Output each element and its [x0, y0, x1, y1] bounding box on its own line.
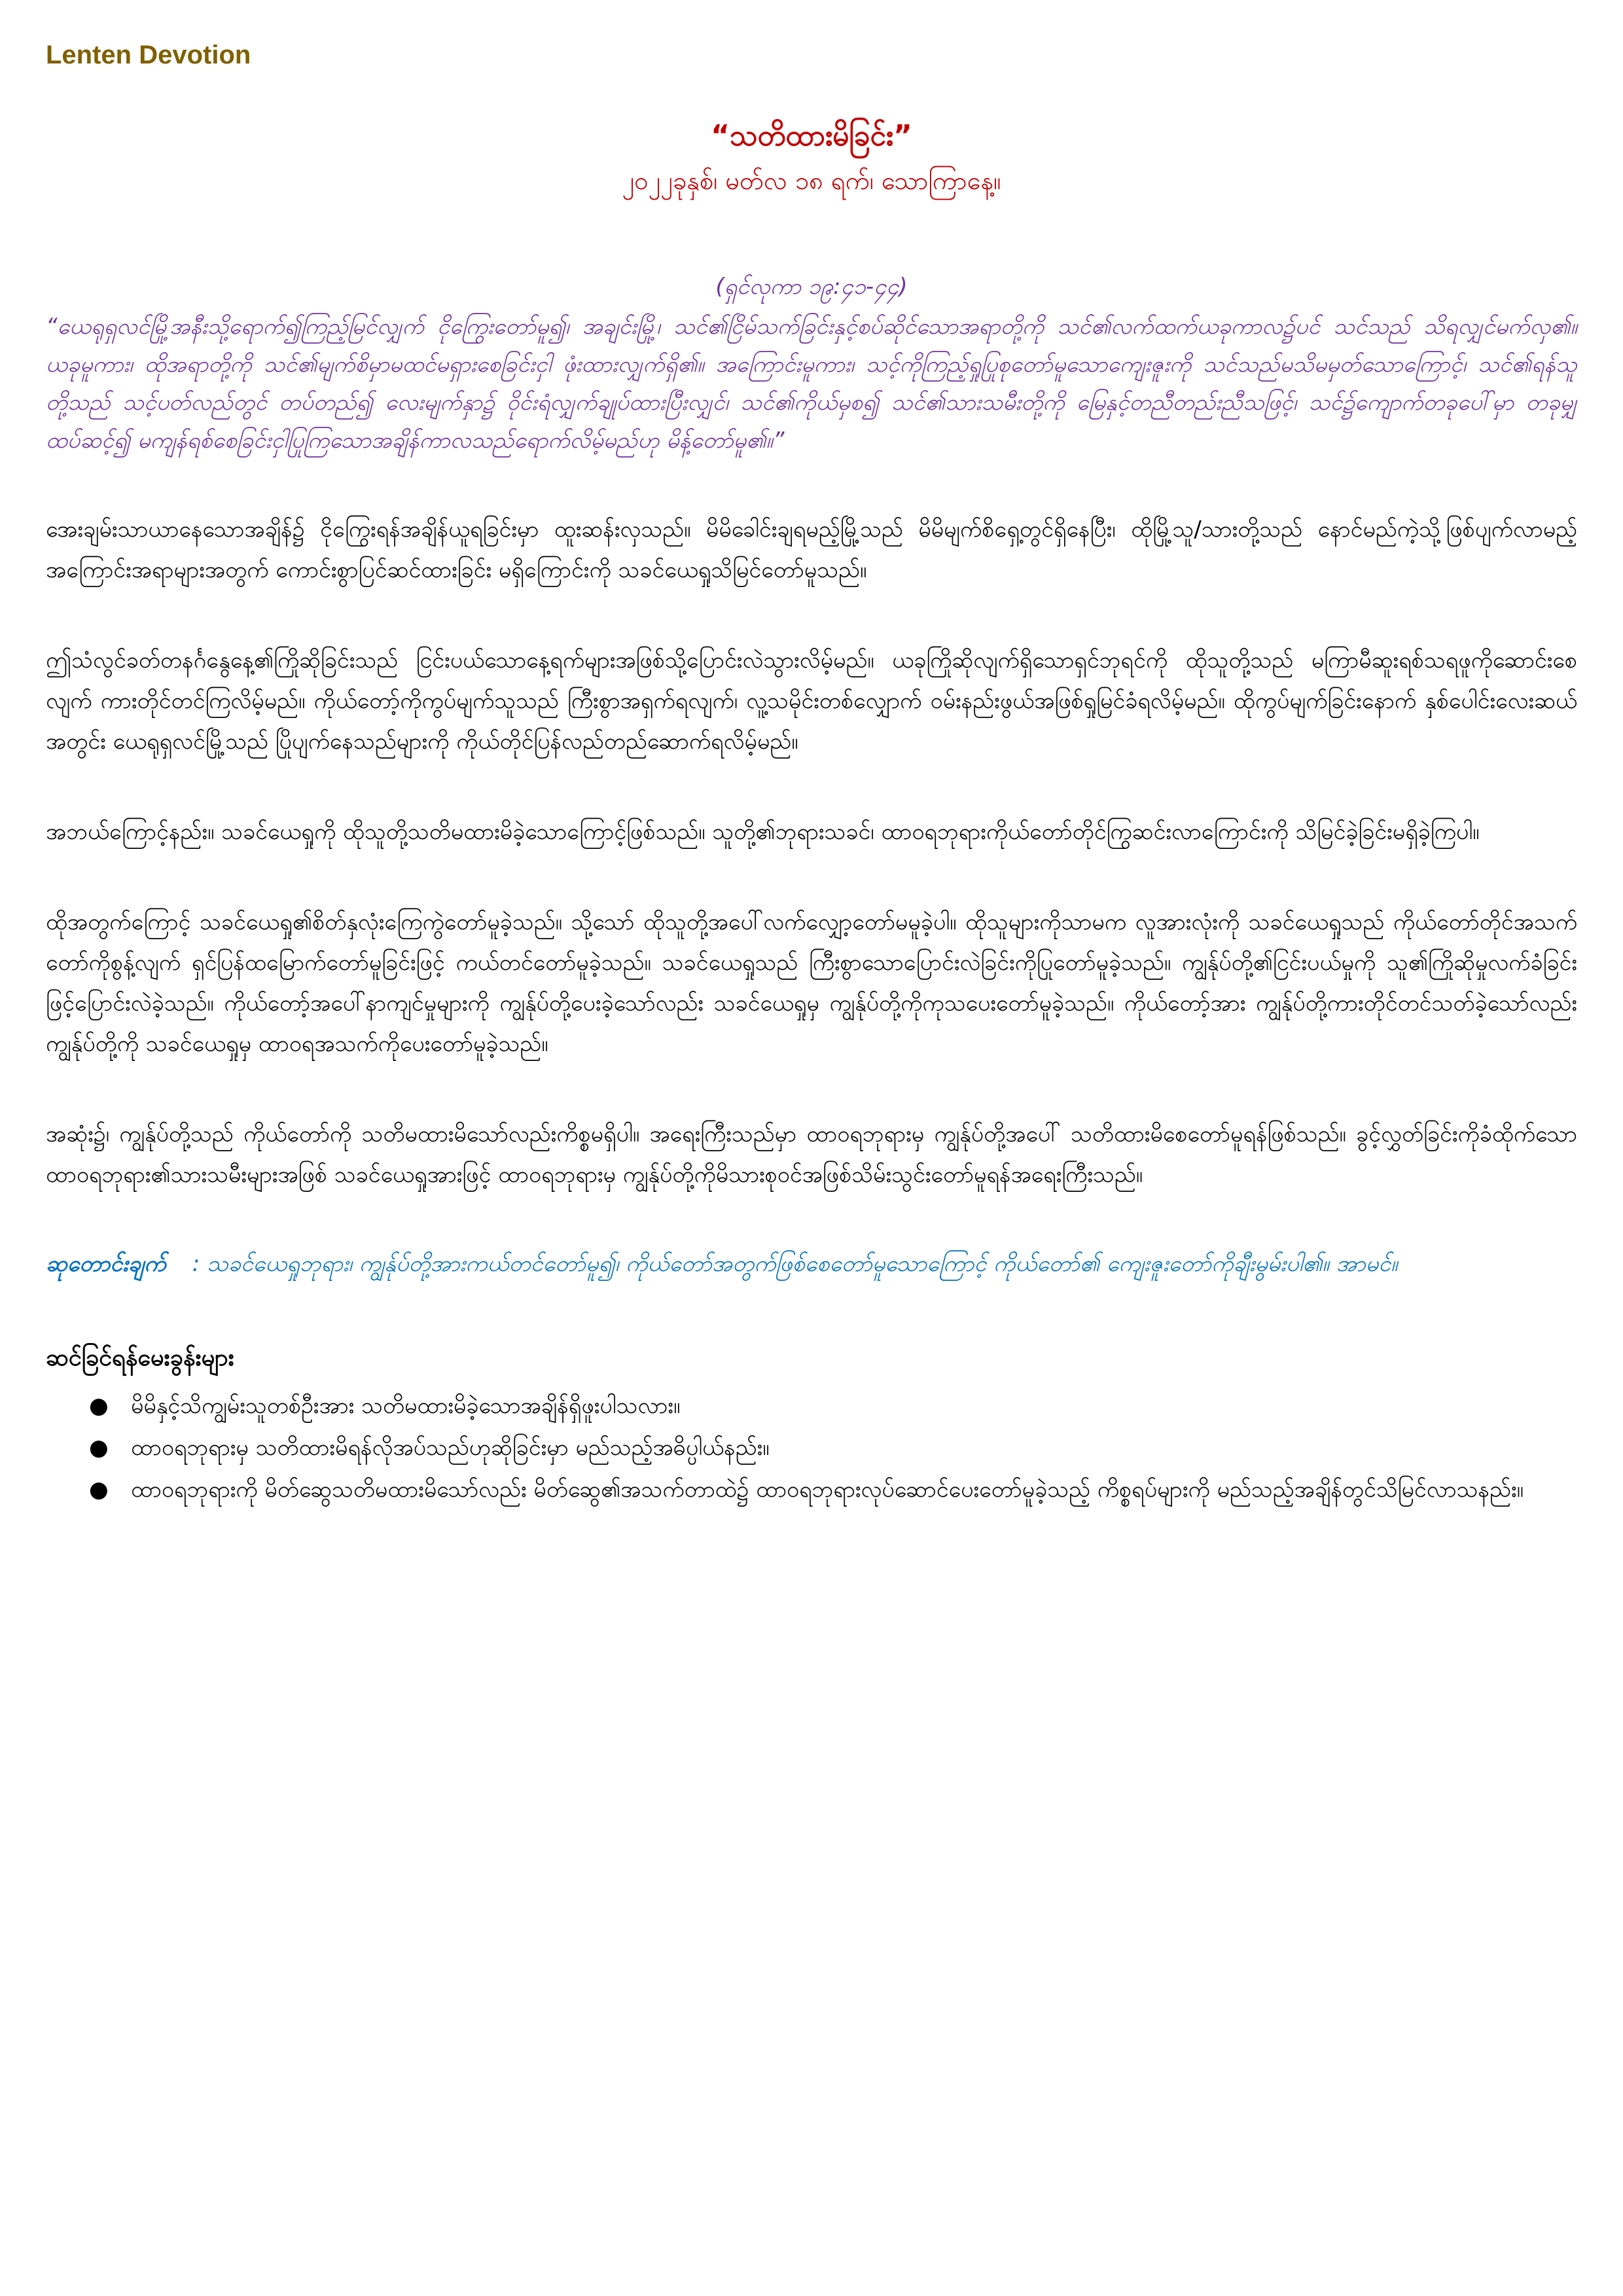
prayer-text: : သခင်ယေရှုဘုရား၊ ကျွန်ုပ်တို့အားကယ်တင်တော်မူ၍၊ ကိုယ်တော်အတွက်ဖြစ်စေတော်မူသောကြောင့် ကိုယ်တော်၏ ကျေးဇူးတော်ကိုချီးမွမ်းပါ၏။ အာမင်။	[192, 1251, 1398, 1277]
header-tag: Lenten Devotion	[46, 41, 251, 69]
list-item	[89, 1428, 1577, 1467]
prayer-label: ဆုတောင်းချက်	[46, 1251, 166, 1277]
bullet-icon: ●	[89, 1393, 109, 1419]
questions-heading: ဆင်ခြင်ရန်မေးခွန်းများ	[46, 1344, 234, 1371]
page-title: “သတိထားမိခြင်း”	[711, 119, 912, 152]
body-paragraph-3: အဘယ်ကြောင့်နည်း။ သခင်ယေရှုကို ထိုသူတို့သတိမထားမိခဲ့သောကြောင့်ဖြစ်သည်။ သူတို့၏ဘုရားသခင်၊ ထာဝရဘုရားကိုယ်တော်တိုင်ကြွဆင်းလာကြောင်းကို သိမြင်ခဲ့ခြင်းမရှိခဲ့ကြပါ။	[46, 819, 1480, 845]
bullet-icon: ●	[89, 1435, 109, 1461]
scripture-text: “ယေရုရှလင်မြို့အနီးသို့ရောက်၍ကြည့်မြင်လျှက် ငိုကြွေးတော်မူ၍၊ အချင်းမြို့၊ သင်၏ငြိမ်သက်ခြင်းနှင့်စပ်ဆိုင်သောအရာတို့ကို သင်၏လက်ထက်ယခုကာလ၌ပင် သင်သည် သိရလျှင်မက်လှ၏။ ယခုမူကား၊ ထိုအရာတို့ကို သင်၏မျက်စိမှာမထင်မရှားစေခြင်းငှါ ဖုံးထားလျှက်ရှိ၏။ အကြောင်းမူကား၊ သင့်ကိုကြည့်ရှုပြုစုတော်မူသောကျေးဇူးကို သင်သည်မသိမမှတ်သောကြောင့်၊ သင်၏ရန်သူတို့သည် သင့်ပတ်လည်တွင် တပ်တည်၍ လေးမျက်နှာ၌ ဝိုင်းရံလျှက်ချုပ်ထားပြီးလျှင်၊ သင်၏ကိုယ်မှစ၍ သင်၏သားသမီးတို့ကို မြေနှင့်တညီတည်းညီသဖြင့်၊ သင်၌ကျောက်တခုပေါ်မှာ တခုမျှထပ်ဆင့်၍ မကျန်ရစ်စေခြင်းငှါပြုကြသောအချိန်ကာလသည်ရောက်လိမ့်မည်ဟု မိန့်တော်မူ၏။”	[46, 314, 1577, 454]
date-line: ၂၀၂၂ခုနှစ်၊ မတ်လ ၁၈ ရက်၊ သောကြာနေ့။	[622, 166, 1001, 195]
bullet-icon: ●	[89, 1477, 109, 1503]
list-item	[89, 1470, 1577, 1509]
scripture-reference: (ရှင်လုကာ ၁၉:၄၁-၄၄)	[715, 274, 908, 300]
question-text: ထာဝရဘုရားမှ သတိထားမိရန်လိုအပ်သည်ဟုဆိုခြင်းမှာ မည်သည့်အဓိပ္ပါယ်နည်း။	[131, 1435, 770, 1461]
question-text: ထာဝရဘုရားကို မိတ်ဆွေသတိမထားမိသော်လည်း မိတ်ဆွေ၏အသက်တာထဲ၌ ထာဝရဘုရားလုပ်ဆောင်ပေးတော်မူခဲ့သည့် ကိစ္စရပ်များကို မည်သည့်အချိန်တွင်သိမြင်လာသနည်း။	[131, 1477, 1524, 1503]
prayer-block	[46, 1245, 1577, 1283]
questions-list	[46, 1386, 1577, 1509]
list-item	[89, 1386, 1577, 1426]
question-text: မိမိနှင့်သိကျွမ်းသူတစ်ဦးအား သတိမထားမိခဲ့သောအချိန်ရှိဖူးပါသလား။	[131, 1393, 681, 1419]
body-paragraph-1: အေးချမ်းသာယာနေသောအချိန်၌ ငိုကြွေးရန်အချိန်ယူရခြင်းမှာ ထူးဆန်းလှသည်။ မိမိခေါင်းချရမည့်မြို့သည် မိမိမျက်စိရှေ့တွင်ရှိနေပြီး၊ ထိုမြို့သူ/သားတို့သည် နောင်မည်ကဲ့သို့ဖြစ်ပျက်လာမည့် အကြောင်းအရာများအတွက် ကောင်းစွာပြင်ဆင်ထားခြင်း မရှိကြောင်းကို သခင်ယေရှုသိမြင်တော်မူသည်။	[46, 516, 1577, 583]
body-paragraph-4: ထိုအတွက်ကြောင့် သခင်ယေရှု၏စိတ်နှလုံးကြေကွဲတော်မူခဲ့သည်။ သို့သော် ထိုသူတို့အပေါ်လက်လျှော့တော်မမူခဲ့ပါ။ ထိုသူများကိုသာမက လူအားလုံးကို သခင်ယေရှုသည် ကိုယ်တော်တိုင်အသက်တော်ကိုစွန့်လျက် ရှင်ပြန်ထမြောက်တော်မူခြင်းဖြင့် ကယ်တင်တော်မူခဲ့သည်။ သခင်ယေရှုသည် ကြီးစွာသောပြောင်းလဲခြင်းကိုပြုတော်မူခဲ့သည်။ ကျွန်ုပ်တို့၏ငြင်းပယ်မှုကို သူ၏ကြိုဆိုမှုလက်ခံခြင်းဖြင့်ပြောင်းလဲခဲ့သည်။ ကိုယ်တော့်အပေါ်နာကျင်မှုများကို ကျွန်ုပ်တို့ပေးခဲ့သော်လည်း သခင်ယေရှုမှ ကျွန်ုပ်တို့ကိုကုသပေးတော်မူခဲ့သည်။ ကိုယ်တော့်အား ကျွန်ုပ်တို့ကားတိုင်တင်သတ်ခဲ့သော်လည်း ကျွန်ုပ်တို့ကို သခင်ယေရှုမှ ထာဝရအသက်ကိုပေးတော်မူခဲ့သည်။	[46, 909, 1577, 1057]
body-paragraph-2: ဤသံလွင်ခတ်တနင်္ဂနွေနေ့၏ကြိုဆိုခြင်းသည် ငြင်းပယ်သောနေ့ရက်များအဖြစ်သို့ပြောင်းလဲသွားလိမ့်မည်။ ယခုကြိုဆိုလျက်ရှိသောရှင်ဘုရင်ကို ထိုသူတို့သည် မကြာမီဆူးရစ်သရဖူကိုဆောင်းစေလျက် ကားတိုင်တင်ကြလိမ့်မည်။ ကိုယ်တော့်ကိုကွပ်မျက်သူသည် ကြီးစွာအရှက်ရလျက်၊ လူ့သမိုင်းတစ်လျှောက် ဝမ်းနည်းဖွယ်အဖြစ်ရှုမြင်ခံရလိမ့်မည်။ ထိုကွပ်မျက်ခြင်းနောက် နှစ်ပေါင်းလေးဆယ်အတွင်း ယေရုရှလင်မြို့သည် ပြိုပျက်နေသည်များကို ကိုယ်တိုင်ပြန်လည်တည်ဆောက်ရလိမ့်မည်။	[46, 647, 1577, 755]
body-paragraph-5: အဆုံး၌၊ ကျွန်ုပ်တို့သည် ကိုယ်တော်ကို သတိမထားမိသော်လည်းကိစ္စမရှိပါ။ အရေးကြီးသည်မှာ ထာဝရဘုရားမှ ကျွန်ုပ်တို့အပေါ် သတိထားမိစေတော်မူရန်ဖြစ်သည်။ ခွင့်လွှတ်ခြင်းကိုခံထိုက်သော ထာဝရဘုရား၏သားသမီးများအဖြစ် သခင်ယေရှုအားဖြင့် ထာဝရဘုရားမှ ကျွန်ုပ်တို့ကိုမိသားစုဝင်အဖြစ်သိမ်းသွင်းတော်မူရန်အရေးကြီးသည်။	[46, 1121, 1577, 1188]
